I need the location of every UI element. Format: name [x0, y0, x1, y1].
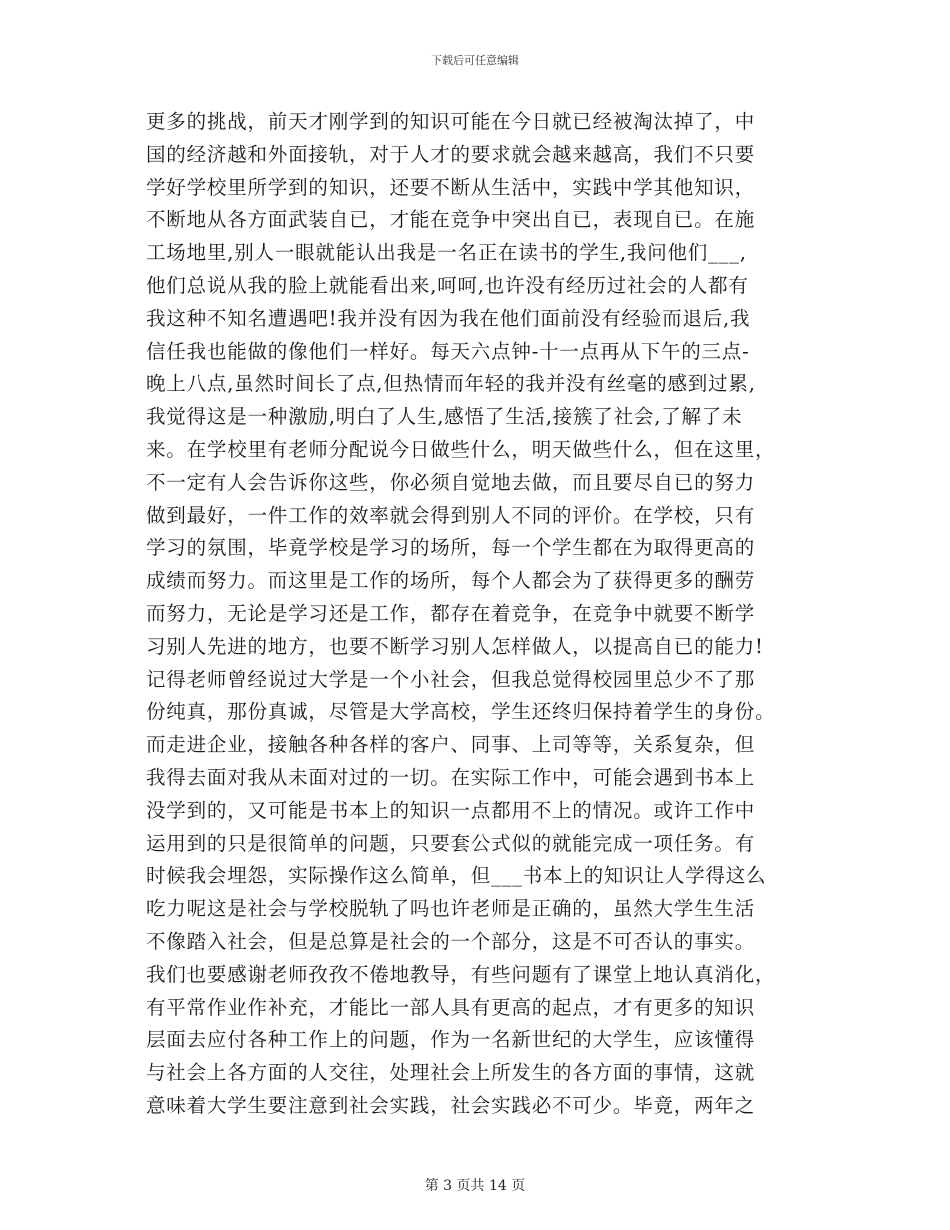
text-line: 不像踏入社会，但是总算是社会的一个部分，这是不可否认的事实。 [146, 929, 756, 953]
text-line: 他们总说从我的脸上就能看出来,呵呵,也许没有经历过社会的人都有 [146, 273, 749, 297]
text-line: 而走进企业，接触各种各样的客户、同事、上司等等，关系复杂，但 [146, 733, 756, 757]
text-line: 与社会上各方面的人交往，处理社会上所发生的各方面的事情，这就 [146, 1061, 756, 1085]
text-line: 份纯真，那份真诚，尽管是大学高校，学生还终归保持着学生的身份。 [146, 700, 776, 724]
text-line: 记得老师曾经说过大学是一个小社会，但我总觉得校园里总少不了那 [146, 667, 756, 691]
text-line: 没学到的，又可能是书本上的知识一点都用不上的情况。或许工作中 [146, 798, 756, 822]
page-header: 下载后可任意编辑 [431, 54, 519, 67]
text-line: 做到最好，一件工作的效率就会得到别人不同的评价。在学校，只有 [146, 503, 756, 527]
page-footer: 第 3 页共 14 页 [424, 1178, 526, 1194]
text-line: 学好学校里所学到的知识，还要不断从生活中，实践中学其他知识， [146, 175, 756, 199]
text-line: 不断地从各方面武装自已，才能在竞争中突出自已，表现自已。在施 [146, 208, 756, 232]
text-line: 我觉得这是一种激励,明白了人生,感悟了生活,接簇了社会,了解了未 [146, 405, 743, 429]
text-line: 意味着大学生要注意到社会实践，社会实践必不可少。毕竟，两年之 [146, 1093, 756, 1117]
text-line: 成绩而努力。而这里是工作的场所，每个人都会为了获得更多的酬劳 [146, 569, 756, 593]
text-line: 更多的挑战，前天才刚学到的知识可能在今日就已经被淘汰掉了，中 [146, 110, 756, 133]
text-line: 运用到的只是很简单的问题，只要套公式似的就能完成一项任务。有 [146, 831, 756, 855]
text-line: 不一定有人会告诉你这些，你必须自觉地去做，而且要尽自已的努力 [146, 470, 756, 494]
body-text [146, 106, 826, 1123]
text-line: 层面去应付各种工作上的问题，作为一名新世纪的大学生，应该懂得 [146, 1028, 756, 1052]
text-line: 国的经济越和外面接轨，对于人才的要求就会越来越高，我们不只要 [146, 142, 756, 166]
text-line: 我们也要感谢老师孜孜不倦地教导，有些问题有了课堂上地认真消化， [146, 962, 776, 986]
text-line: 我这种不知名遭遇吧!我并没有因为我在他们面前没有经验而退后,我 [146, 306, 751, 330]
text-line: 信任我也能做的像他们一样好。每天六点钟-十一点再从下午的三点- [146, 339, 750, 363]
text-line: 习别人先进的地方，也要不断学习别人怎样做人，以提高自已的能力! [146, 634, 764, 658]
text-line: 我得去面对我从未面对过的一切。在实际工作中，可能会遇到书本上 [146, 765, 756, 789]
text-line: 工场地里,别人一眼就能认出我是一名正在读书的学生,我问他们___, [146, 241, 747, 265]
text-line: 来。在学校里有老师分配说今日做些什么，明天做些什么，但在这里， [146, 437, 776, 461]
text-line: 学习的氛围，毕竟学校是学习的场所，每一个学生都在为取得更高的 [146, 536, 756, 560]
text-line: 晚上八点,虽然时间长了点,但热情而年轻的我并没有丝毫的感到过累, [146, 372, 756, 396]
text-line: 吃力呢这是社会与学校脱轨了吗也许老师是正确的，虽然大学生生活 [146, 897, 756, 921]
text-line: 有平常作业作补充，才能比一部人具有更高的起点，才有更多的知识 [146, 995, 756, 1019]
text-line: 时候我会埋怨，实际操作这么简单，但___书本上的知识让人学得这么 [146, 864, 767, 888]
text-line: 而努力，无论是学习还是工作，都存在着竞争，在竞争中就要不断学 [146, 601, 756, 625]
